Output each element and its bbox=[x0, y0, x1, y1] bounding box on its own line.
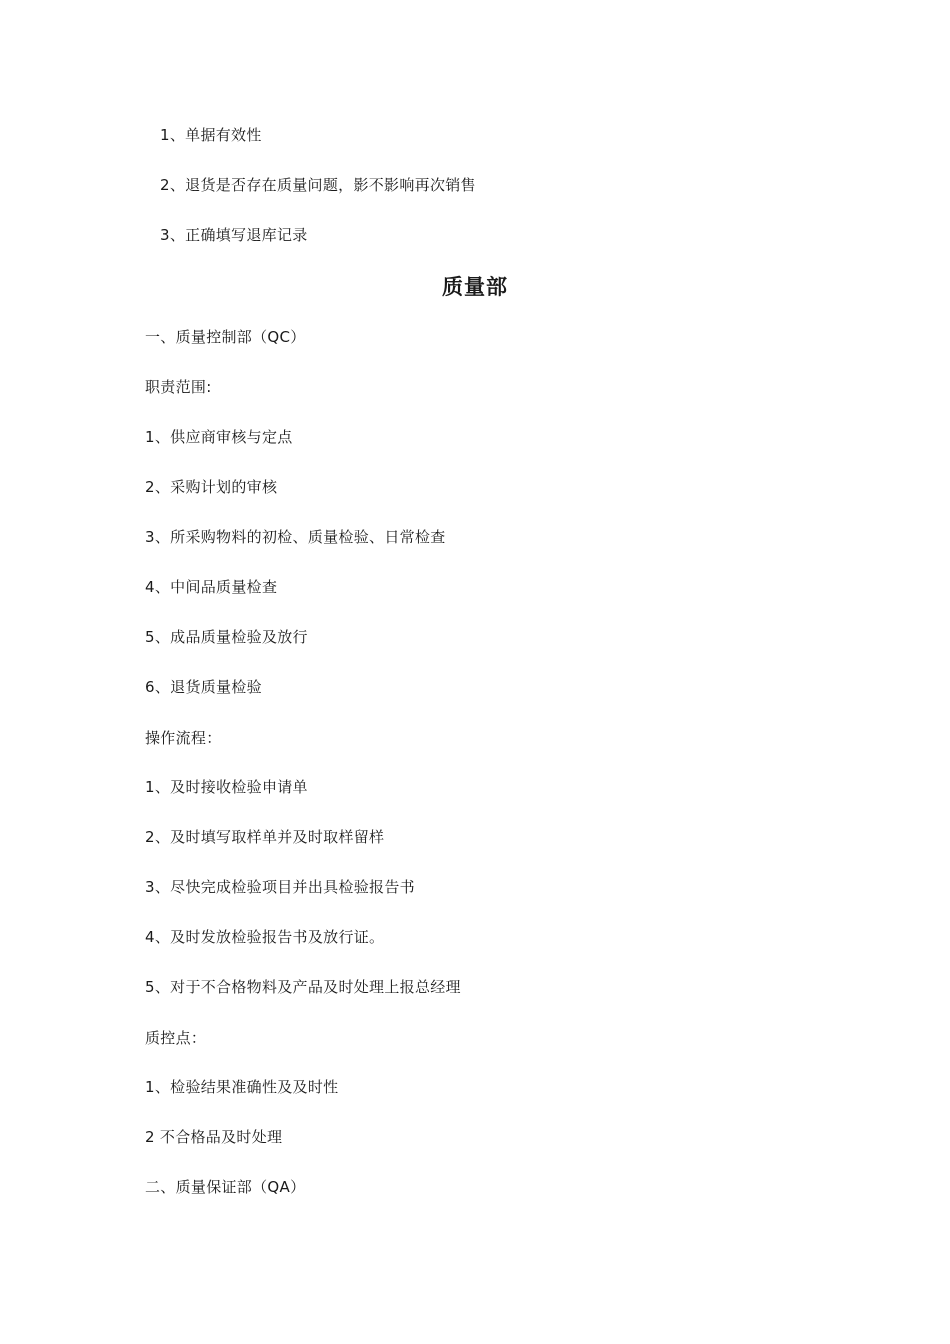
control-label: 质控点： bbox=[145, 1029, 207, 1047]
top-list-item: 3、正确填写退库记录 bbox=[160, 226, 308, 244]
process-item: 5、对于不合格物料及产品及时处理上报总经理 bbox=[145, 978, 461, 996]
process-item: 3、尽快完成检验项目并出具检验报告书 bbox=[145, 878, 415, 896]
qa-title: 二、质量保证部（QA） bbox=[145, 1178, 306, 1196]
control-item: 2 不合格品及时处理 bbox=[145, 1128, 283, 1146]
scope-item: 6、退货质量检验 bbox=[145, 678, 262, 696]
control-item: 1、检验结果准确性及及时性 bbox=[145, 1078, 339, 1096]
process-label: 操作流程： bbox=[145, 729, 222, 747]
process-item: 2、及时填写取样单并及时取样留样 bbox=[145, 828, 385, 846]
scope-item: 2、采购计划的审核 bbox=[145, 478, 278, 496]
scope-item: 1、供应商审核与定点 bbox=[145, 428, 293, 446]
process-item: 1、及时接收检验申请单 bbox=[145, 778, 308, 796]
section-title: 质量部 bbox=[442, 275, 508, 299]
top-list-item: 2、退货是否存在质量问题，影不影响再次销售 bbox=[160, 176, 476, 194]
scope-label: 职责范围: bbox=[145, 378, 212, 396]
top-list-item: 1、单据有效性 bbox=[160, 126, 262, 144]
scope-item: 4、中间品质量检查 bbox=[145, 578, 278, 596]
scope-item: 3、所采购物料的初检、质量检验、日常检查 bbox=[145, 528, 446, 546]
scope-item: 5、成品质量检验及放行 bbox=[145, 628, 308, 646]
qc-title: 一、质量控制部（QC） bbox=[145, 328, 306, 346]
process-item: 4、及时发放检验报告书及放行证。 bbox=[145, 928, 385, 946]
